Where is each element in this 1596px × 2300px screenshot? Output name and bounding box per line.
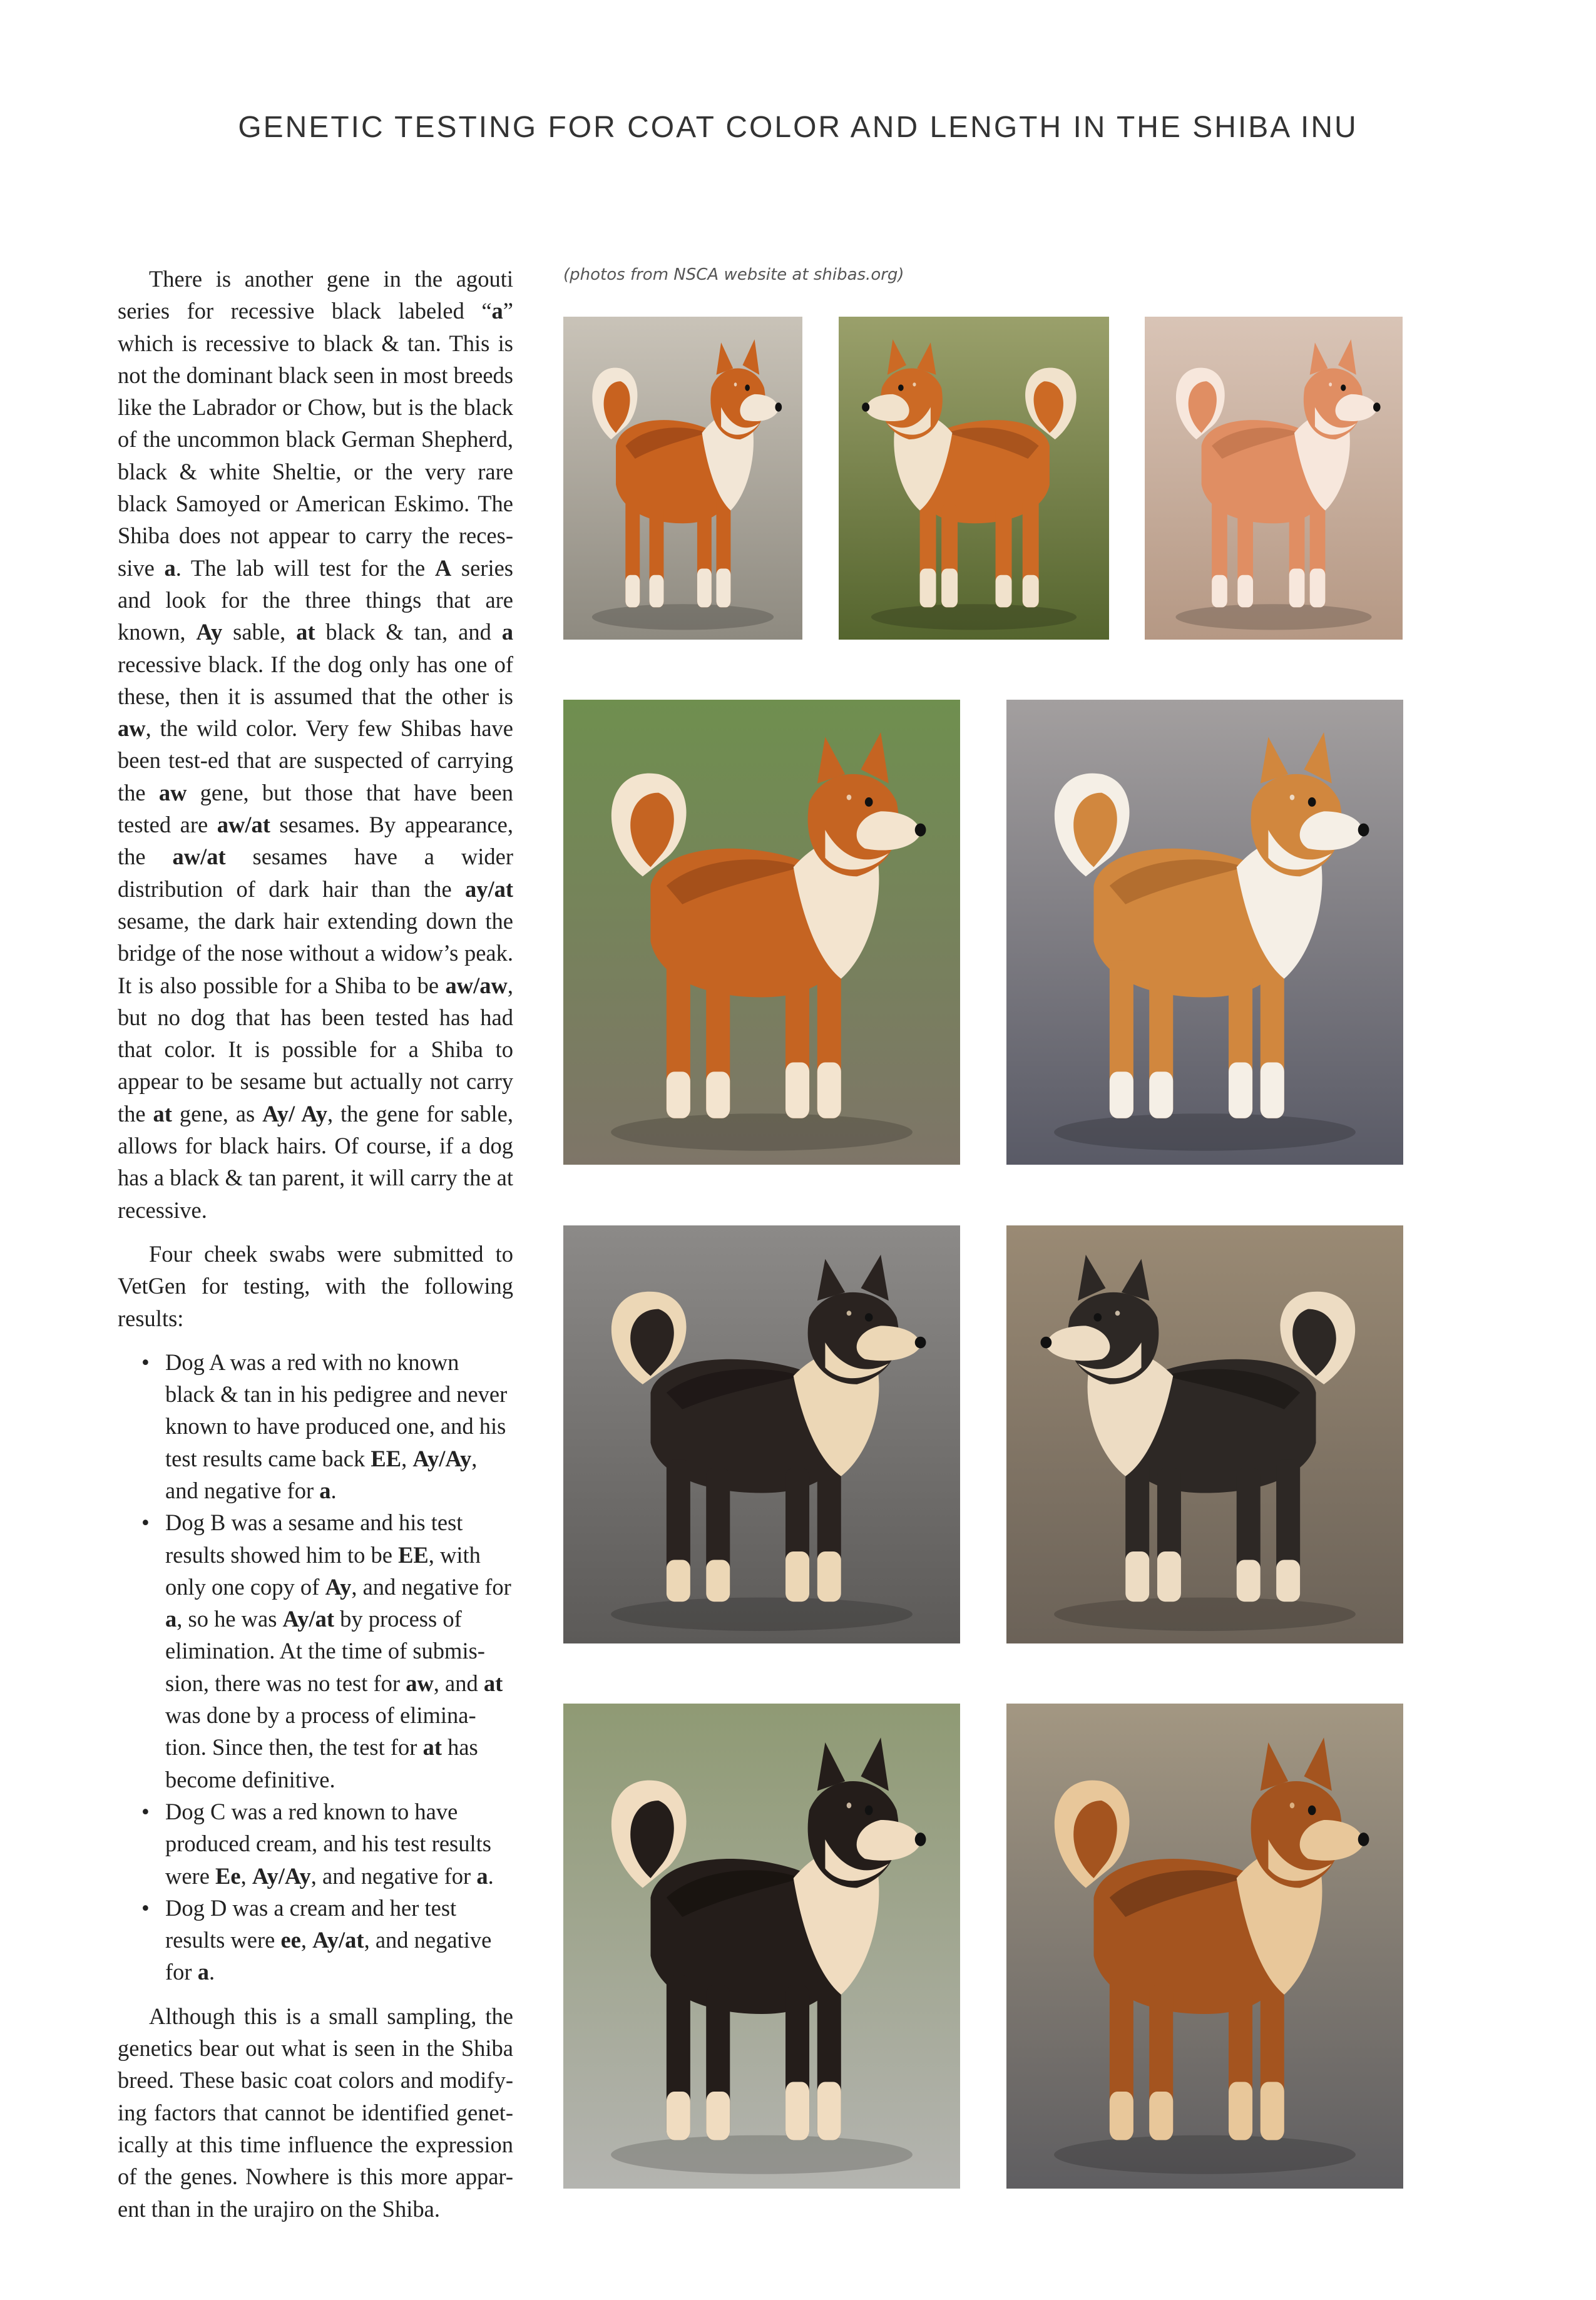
- genotype-term: a: [491, 298, 503, 324]
- genotype-term: Ay/ Ay: [262, 1100, 327, 1127]
- text-run: , and negative for: [165, 1927, 492, 1985]
- article-text: [118, 263, 513, 2237]
- photo-sesame-shiba: [1006, 1704, 1403, 2189]
- genotype-term: Ay/at: [312, 1927, 364, 1953]
- photo-black-tan-shiba-1: [563, 1225, 960, 1643]
- genotype-term: aw: [406, 1670, 434, 1696]
- genotype-term: a: [501, 619, 514, 645]
- paragraph-agouti: [118, 263, 513, 1226]
- genotype-term: a: [476, 1863, 488, 1889]
- text-run: has become definitive.: [165, 1734, 478, 1792]
- text-run: sesames. By appearance, the: [118, 812, 513, 870]
- text-run: was done by a process of elimina-tion. Since then, the test for: [165, 1702, 476, 1761]
- text-run: .: [208, 1959, 215, 1985]
- photo-black-tan-shiba-3: [563, 1704, 960, 2189]
- result-dog-a: [165, 1346, 513, 1506]
- result-dog-c: [165, 1796, 513, 1892]
- genotype-term: A: [434, 555, 452, 581]
- text-run: Dog D was a cream and her test results were: [165, 1894, 457, 1953]
- text-run: , and negative for: [165, 1445, 478, 1503]
- text-run: , with only one copy of: [165, 1541, 481, 1600]
- photo-red-shiba-2: [839, 317, 1109, 640]
- photo-red-shiba-5: [1006, 700, 1403, 1165]
- text-run: sesame, the dark hair extending down the bridge of the nose without a widow’s peak. It is also possible for a Shiba to be: [118, 907, 513, 998]
- genotype-term: Ay/Ay: [252, 1863, 311, 1889]
- genotype-term: EE: [398, 1541, 429, 1568]
- paragraph-conclusion: [118, 2000, 513, 2225]
- text-run: Dog C was a red known to have produced cream, and his test results were: [165, 1798, 491, 1889]
- text-run: , but no dog that has been tested has had that color. It is possible for a Shiba to appear to be sesame but actually not carry the: [118, 972, 513, 1127]
- photo-caption: (photos from NSCA website at shibas.org): [563, 265, 904, 284]
- genotype-term: ee: [280, 1927, 301, 1953]
- genotype-term: at: [422, 1734, 442, 1761]
- genotype-term: aw: [158, 779, 187, 805]
- text-run: ” which is recessive to black & tan. This is not the dominant black seen in most breeds like the Labrador or Chow, but is the black of the uncommon black German Shepherd, black & white Sheltie, or the very rare black Samoyed or American Eskimo. The Shiba does not appear to carry the reces-sive: [118, 298, 513, 581]
- text-run: ,: [401, 1445, 413, 1471]
- genotype-term: Ay: [196, 619, 223, 645]
- text-run: Dog B was a sesame and his test results showed him to be: [165, 1510, 463, 1568]
- genotype-term: a: [164, 555, 176, 581]
- text-run: Although this is a small sampling, the genetics bear out what is seen in the Shiba breed. These basic coat colors and modify-ing factors that cannot be identified genet-ically at this time influence the expression of the genes. Nowhere is this more appar-ent than in the urajiro on the Shiba.: [118, 2003, 513, 2222]
- genotype-term: a: [197, 1959, 209, 1985]
- photo-red-shiba-4: [563, 700, 960, 1165]
- genotype-term: Ay/Ay: [412, 1445, 472, 1471]
- text-run: , and negative for: [310, 1863, 477, 1889]
- text-run: by process of elimination. At the time of submis-sion, there was no test for: [165, 1606, 485, 1696]
- genotype-term: Ay/at: [282, 1606, 334, 1632]
- text-run: , and: [433, 1670, 484, 1696]
- text-run: , the wild color. Very few Shibas have been test-ed that are suspected of carrying the: [118, 715, 513, 805]
- result-dog-d: [165, 1892, 513, 1988]
- genotype-term: EE: [371, 1445, 402, 1471]
- genotype-term: Ay: [325, 1573, 352, 1600]
- photo-red-shiba-1: [563, 317, 802, 640]
- genotype-term: a: [319, 1477, 331, 1503]
- text-run: ,: [240, 1863, 252, 1889]
- genotype-term: aw/aw: [445, 972, 508, 998]
- text-run: , the gene for sable, allows for black hairs. Of course, if a dog has a black & tan parent, it will carry the at recessive.: [118, 1100, 513, 1223]
- text-run: ,: [300, 1927, 313, 1953]
- text-run: sesames have a wider distribution of dark hair than the: [118, 844, 514, 902]
- genotype-term: ay/at: [464, 876, 513, 902]
- genotype-term: aw: [118, 715, 146, 742]
- genotype-term: aw/at: [217, 812, 270, 838]
- genotype-term: a: [165, 1606, 177, 1632]
- text-run: Dog A was a red with no known black & tan in his pedigree and never known to have produced one, and his test results came back: [165, 1349, 508, 1471]
- text-run: gene, but those that have been tested are: [118, 779, 513, 838]
- genotype-term: aw/at: [172, 844, 226, 870]
- genotype-term: at: [483, 1670, 503, 1696]
- text-run: series and look for the three things that are known,: [118, 555, 513, 645]
- paragraph-cheek-swabs: [118, 1238, 513, 1334]
- result-dog-b: [165, 1506, 513, 1796]
- genotype-term: at: [153, 1100, 172, 1127]
- text-run: Four cheek swabs were submitted to VetGen for testing, with the following results:: [118, 1240, 513, 1331]
- text-run: , and negative for: [351, 1573, 511, 1600]
- text-run: recessive black. If the dog only has one of these, then it is assumed that the other is: [118, 651, 513, 709]
- text-run: There is another gene in the agouti series for recessive black labeled “: [118, 266, 513, 324]
- text-run: sable,: [222, 619, 297, 645]
- text-run: black & tan, and: [315, 619, 502, 645]
- text-run: . The lab will test for the: [175, 555, 435, 581]
- text-run: .: [488, 1863, 494, 1889]
- page-title: GENETIC TESTING FOR COAT COLOR AND LENGTH IN THE SHIBA INU: [238, 111, 1358, 144]
- text-run: gene, as: [171, 1100, 263, 1127]
- photo-black-tan-shiba-2: [1006, 1225, 1403, 1643]
- test-results-list: [118, 1346, 513, 1988]
- genotype-term: at: [296, 619, 315, 645]
- photo-red-shiba-3: [1145, 317, 1403, 640]
- genotype-term: Ee: [215, 1863, 241, 1889]
- text-run: .: [330, 1477, 337, 1503]
- text-run: , so he was: [176, 1606, 283, 1632]
